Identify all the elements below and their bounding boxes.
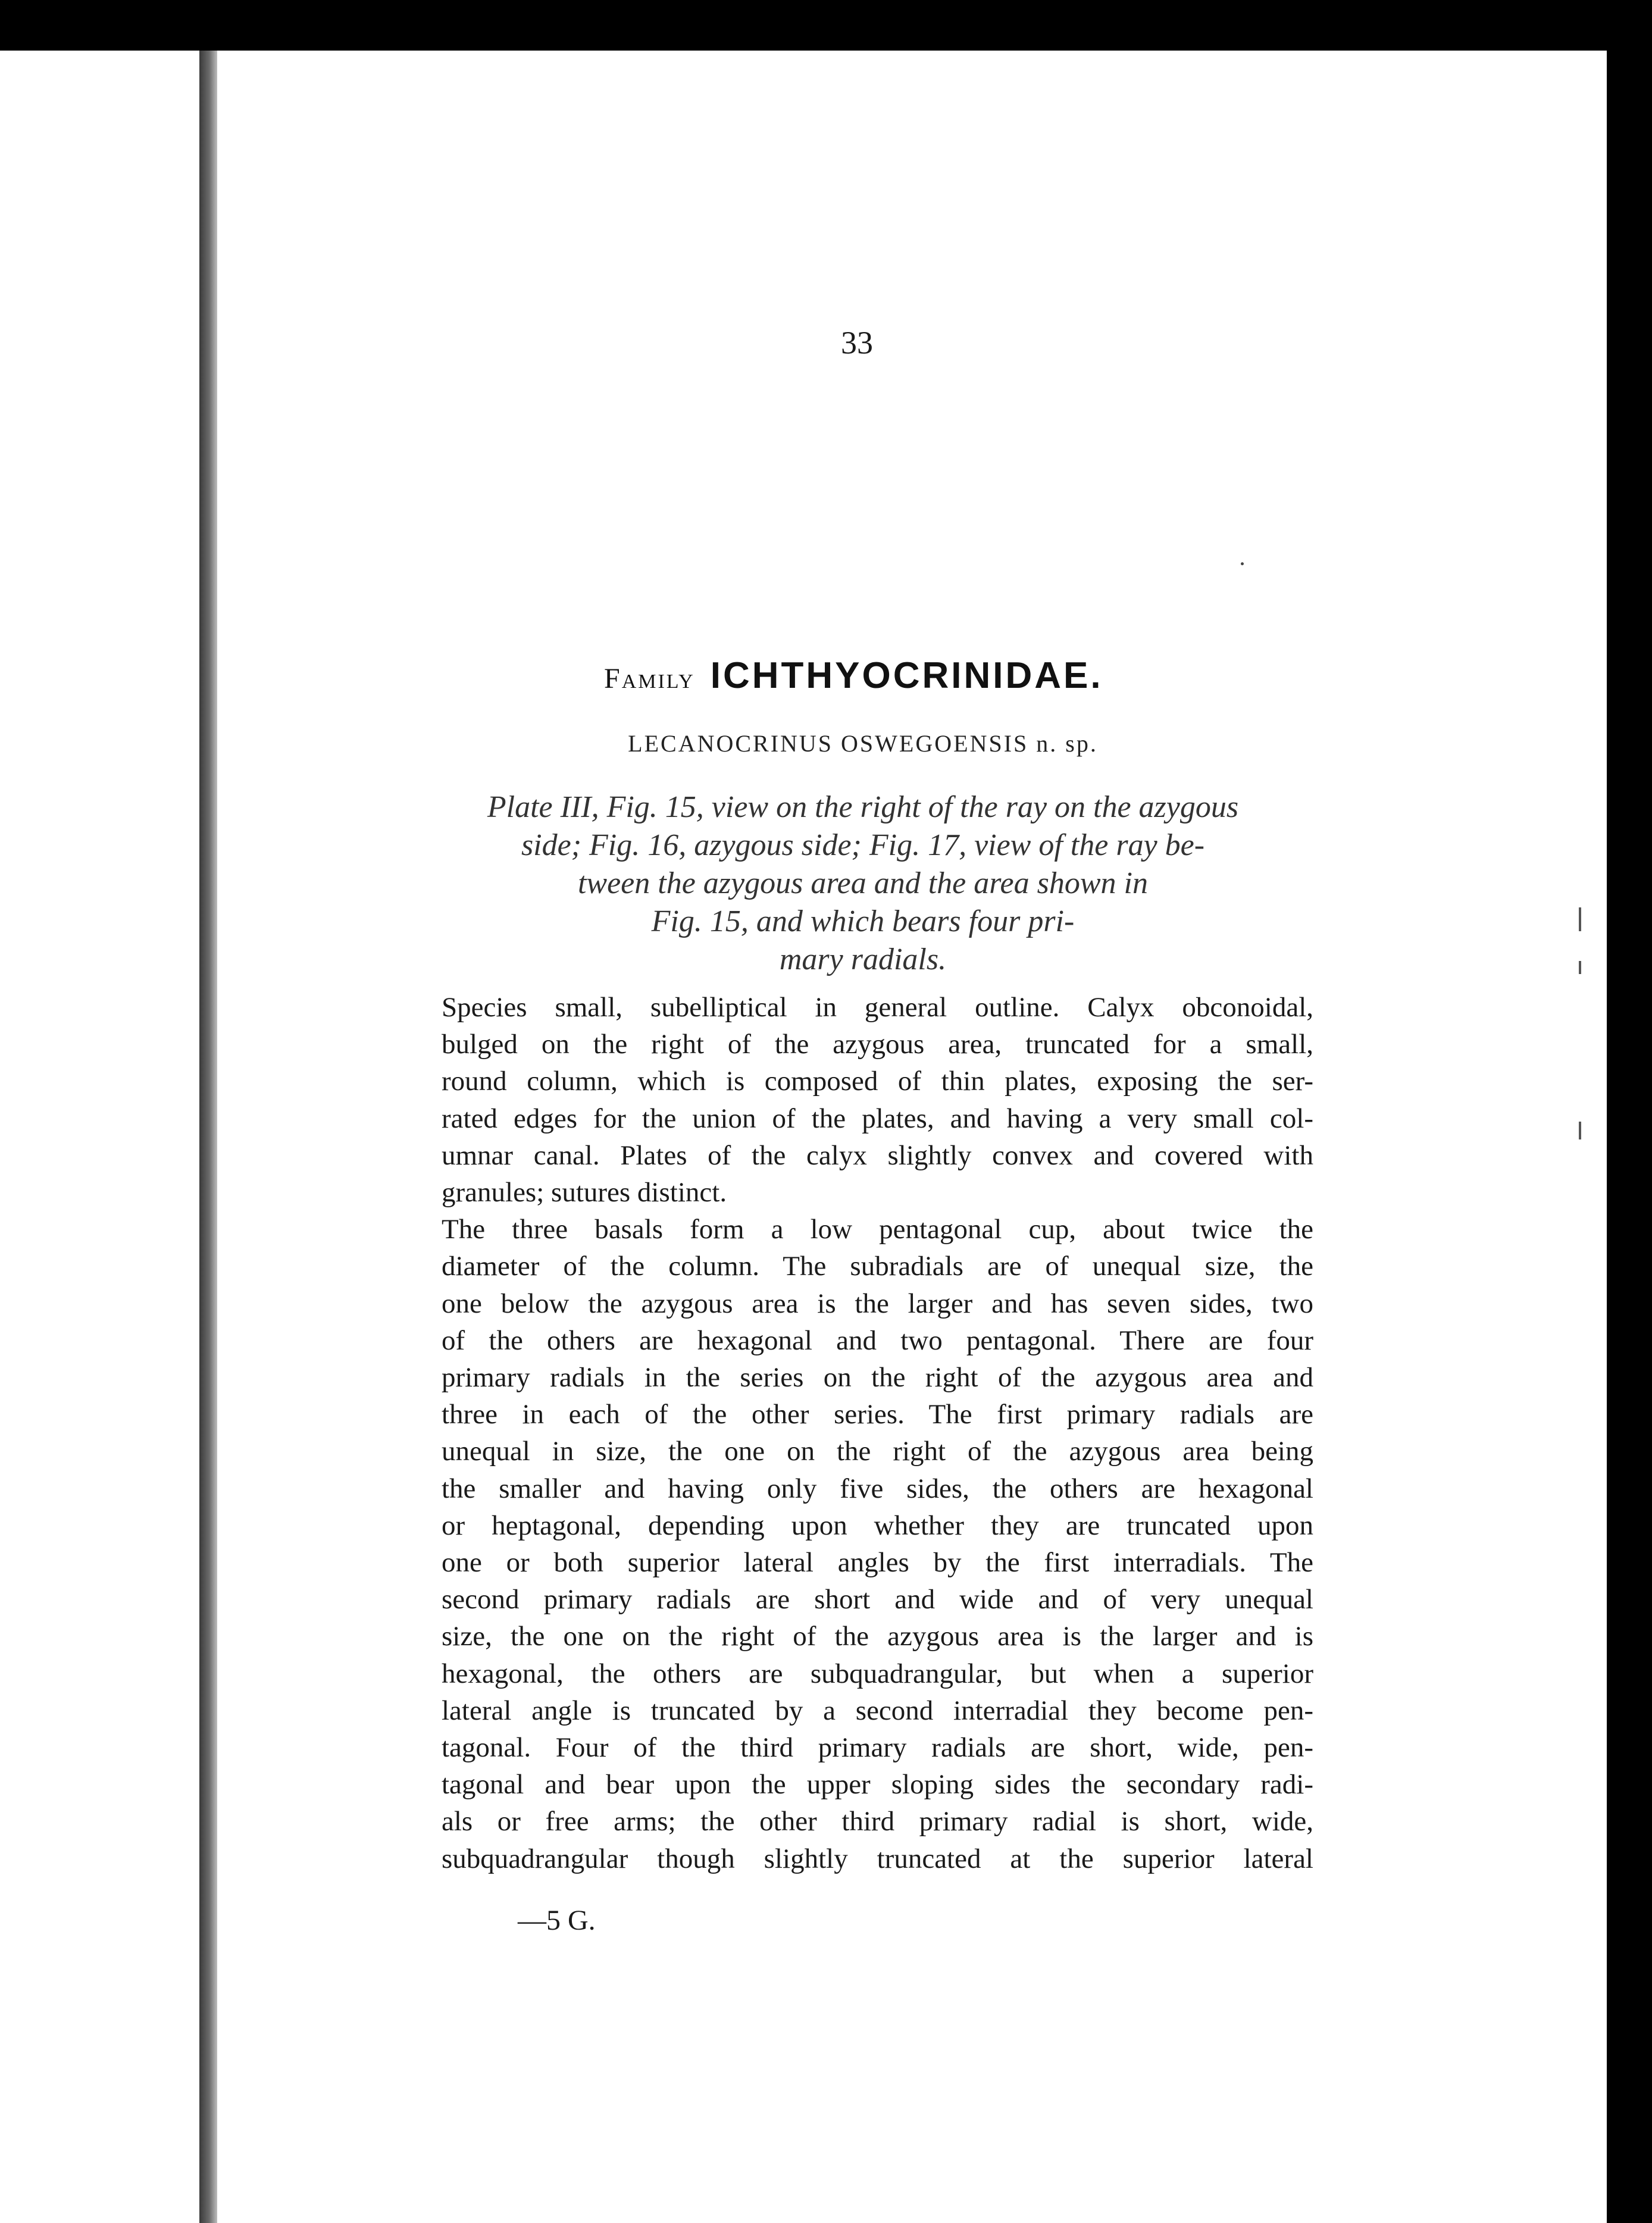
text-line: size, the one on the right of the azygous area is the larger and is — [442, 1621, 1313, 1652]
text-line: granules; sutures distinct. — [442, 1177, 727, 1208]
text-line: subquadrangular though slightly truncated at the superior lateral — [442, 1843, 1313, 1874]
caption-line: tween the azygous area and the area shown in — [577, 866, 1149, 900]
text-line: lateral angle is truncated by a second interradial they become pen- — [442, 1695, 1313, 1726]
family-heading — [604, 655, 1103, 697]
book-spine-shadow — [199, 51, 217, 2223]
text-line: unequal in size, the one on the right of the azygous area being — [442, 1436, 1313, 1467]
text-line: the smaller and having only five sides, the others are hexagonal — [442, 1473, 1313, 1504]
family-name: ICHTHYOCRINIDAE. — [710, 655, 1103, 696]
text-line: three in each of the other series. The first primary radials are — [442, 1399, 1313, 1430]
text-line: primary radials in the series on the right of the azygous area and — [442, 1362, 1313, 1394]
text-line: one or both superior lateral angles by the first interradials. The — [442, 1547, 1313, 1579]
text-line: hexagonal, the others are subquadrangular, but when a superior — [442, 1658, 1313, 1689]
edge-mark — [1579, 961, 1581, 974]
family-label: Family — [604, 663, 695, 694]
edge-mark — [1579, 907, 1581, 931]
text-line: of the others are hexagonal and two pentagonal. There are four — [442, 1325, 1313, 1356]
caption-line: mary radials. — [779, 943, 947, 976]
text-line: rated edges for the union of the plates, and having a very small col- — [442, 1103, 1313, 1134]
text-line: bulged on the right of the azygous area, truncated for a small, — [442, 1029, 1313, 1060]
text-line: one below the azygous area is the larger and has seven sides, two — [442, 1288, 1313, 1319]
text-line: The three basals form a low pentagonal cup, about twice the — [442, 1214, 1313, 1245]
text-line: diameter of the column. The subradials are of unequal size, the — [442, 1251, 1313, 1282]
text-line: tagonal. Four of the third primary radials are short, wide, pen- — [442, 1732, 1313, 1764]
caption-line: side; Fig. 16, azygous side; Fig. 17, view of the ray be- — [521, 828, 1205, 862]
plate-caption — [381, 788, 1345, 979]
scan-border — [1607, 60, 1652, 2223]
text-line: tagonal and bear upon the upper sloping sides the secondary radi- — [442, 1769, 1313, 1801]
text-line: als or free arms; the other third primary radial is short, wide, — [442, 1806, 1313, 1837]
text-line: round column, which is composed of thin plates, exposing the ser- — [442, 1066, 1313, 1097]
edge-mark — [1579, 1122, 1581, 1139]
text-line: or heptagonal, depending upon whether they are truncated upon — [442, 1510, 1313, 1541]
text-line: umnar canal. Plates of the calyx slightly convex and covered with — [442, 1139, 1313, 1171]
signature-mark: —5 G. — [518, 1905, 596, 1936]
page-number: 33 — [841, 325, 873, 361]
facing-page-edge — [0, 51, 199, 2223]
text-line: Species small, subelliptical in general outline. Calyx obconoidal, — [442, 992, 1313, 1023]
text-line: second primary radials are short and wide and of very unequal — [442, 1584, 1313, 1615]
body-text — [442, 989, 1313, 1877]
caption-line: Plate III, Fig. 15, view on the right of the ray on the azygous — [487, 790, 1239, 824]
caption-line: Fig. 15, and which bears four pri- — [651, 904, 1075, 938]
dust-speck — [1241, 562, 1244, 565]
species-heading: LECANOCRINUS OSWEGOENSIS n. sp. — [628, 730, 1098, 757]
